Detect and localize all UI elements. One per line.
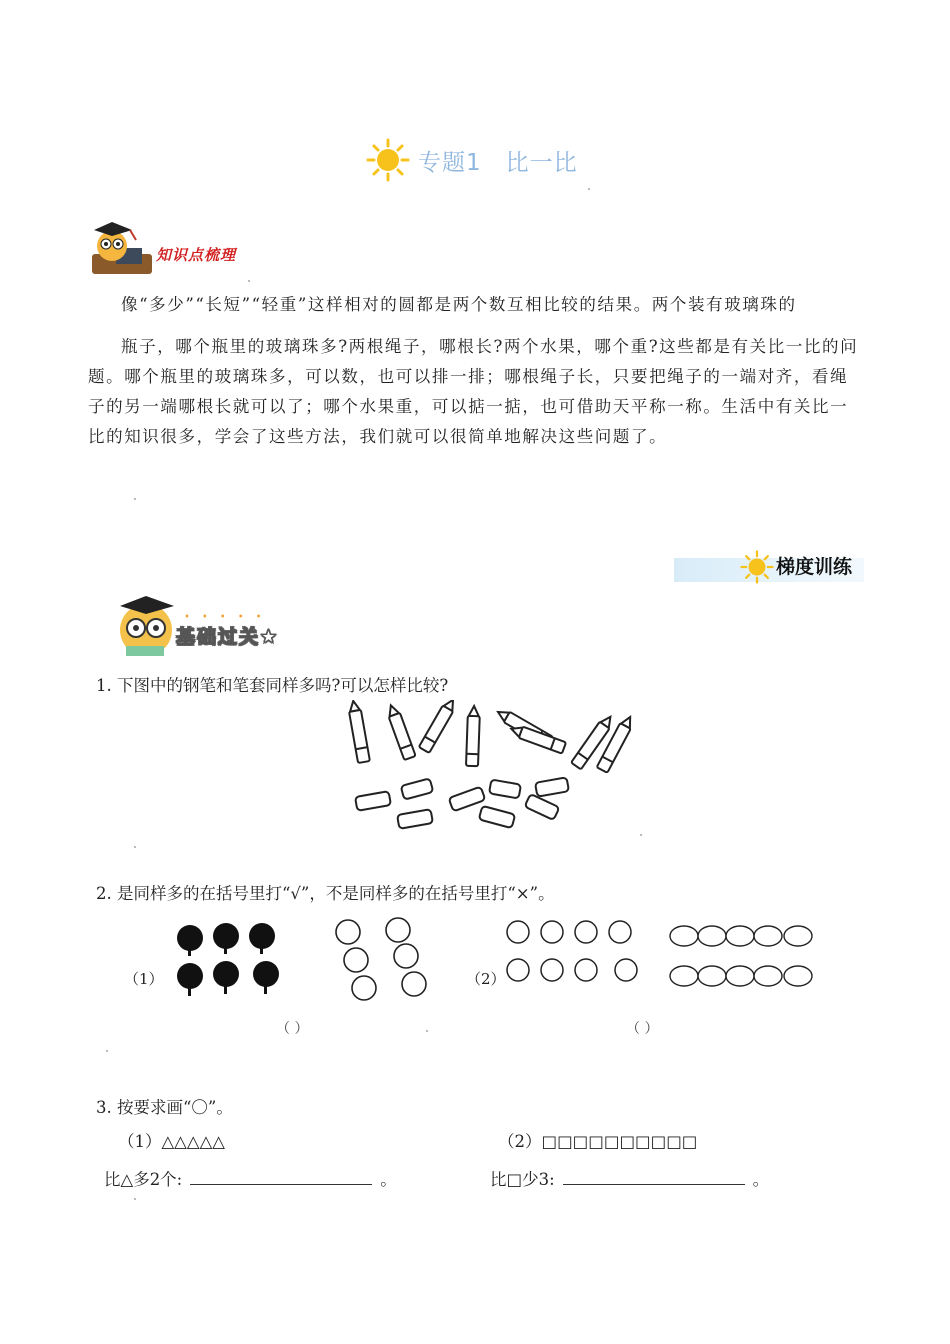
basic-label: 基础过关★: [176, 626, 280, 648]
sun-icon: [740, 550, 774, 584]
question-1: 1. 下图中的钢笔和笔套同样多吗?可以怎样比较?: [96, 676, 449, 695]
chicks-image: [504, 912, 644, 992]
q2-answer-2[interactable]: （ ）: [626, 1021, 659, 1037]
q3-part-2: （2）□□□□□□□□□□: [498, 1132, 698, 1151]
q3-end-2: 。: [752, 1170, 770, 1189]
sun-icon: [366, 138, 410, 182]
question-2: 2. 是同样多的在括号里打“√”，不是同样多的在括号里打“×”。: [96, 884, 555, 903]
pens-and-caps-image: [340, 700, 650, 838]
topic-number: 专题1: [418, 149, 482, 176]
q3-end-1: 。: [380, 1170, 397, 1189]
black-trees-image: [172, 920, 288, 1004]
ducks-image: [666, 912, 826, 1004]
question-3: 3. 按要求画“〇”。: [96, 1098, 233, 1117]
q3-answer-row-1: [104, 1166, 397, 1190]
q3-blank-1[interactable]: [190, 1170, 372, 1185]
q3-blank-2[interactable]: [563, 1170, 745, 1185]
knowledge-text: [88, 290, 864, 452]
knowledge-line-1: 像“多少”“长短”“轻重”这样相对的圆都是两个数互相比较的结果。两个装有玻璃珠的: [121, 295, 797, 314]
q3-ask-1: 比△多2个:: [104, 1170, 183, 1189]
knowledge-label: 知识点梳理: [156, 246, 237, 264]
q2-answer-1[interactable]: （ ）: [276, 1021, 309, 1037]
decor-dots: •••••: [184, 612, 274, 623]
q3-ask-2: 比□少3:: [490, 1170, 555, 1189]
q2-part-2-label: （2）: [466, 970, 506, 988]
training-label: 梯度训练: [776, 556, 853, 578]
topic-name: 比一比: [505, 149, 578, 176]
page-title: [366, 138, 578, 182]
outlined-trees-image: [328, 914, 432, 1010]
q3-answer-row-2: [490, 1166, 769, 1190]
owl-graduate-icon: [116, 596, 180, 660]
q2-part-1-label: （1）: [124, 970, 164, 988]
knowledge-line-2: 瓶子，哪个瓶里的玻璃珠多?两根绳子，哪根长?两个水果，哪个重?这些都是有关比一比的问题。哪个瓶里的玻璃珠多，可以数，也可以排一排；哪根绳子长，只要把绳子的一端对齐，看绳子的另一端哪根长就可以了；哪个水果重，可以掂一掂，也可借助天平称一称。生活中有关比一比的知识很多，学会了这些方法，我们就可以很简单地解决这些问题了。: [88, 337, 859, 446]
q3-part-1: （1）△△△△△: [118, 1132, 225, 1151]
